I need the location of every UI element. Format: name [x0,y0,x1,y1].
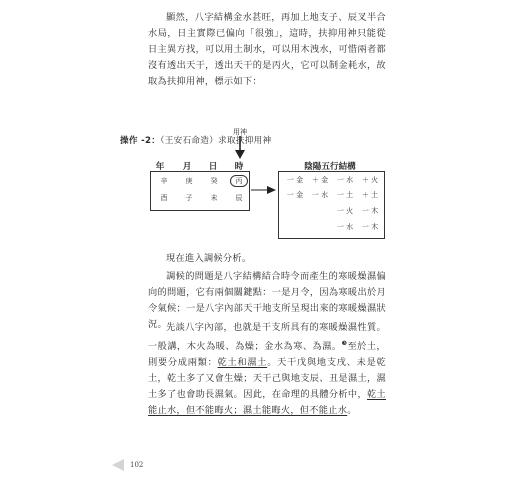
yy-r2-c1: 一 金 [286,191,304,199]
yinyang-title: 陰陽五行結構 [304,162,356,172]
yongshen-arrow [230,136,250,162]
yy-r1-c4: ＋ 火 [361,176,379,184]
yongshen-circle [230,175,248,187]
p4-underlined-2: 乾土能止水，但不能晦火；濕土 [148,389,386,417]
p4-line-2c: 。天干戊與地 [267,357,327,369]
p4-line-4: 也會助長濕氣。因此，在命理的具體分析中， [176,389,367,401]
branch-hour: 辰 [235,194,243,202]
p2-line-1: 現在進入調候分析。 [166,253,252,264]
p4-line-1: 先談八字內部，也就是干支所具有的寒暖燥濕性質。一般講，木火為暖、 [148,322,386,353]
header-day: 日 [208,162,218,172]
intro-line-1: 顯然，八字結構金水甚旺，再加上地支子、辰叉半合水局，日主實際已偏 [148,12,386,39]
yy-r1-c3: 一 水 [336,176,354,184]
p4-underlined-3: 能晦火，但不能止水 [261,405,348,417]
caption-text: （王安石命造）求取扶抑用神 [160,136,272,146]
paragraph-2 [148,251,386,267]
p4-underlined-1: 乾土和濕土 [217,357,268,369]
caption-label: 操作 -2： [120,136,161,146]
footnote-mark: ❸ [341,340,348,347]
header-month: 月 [182,162,192,172]
stem-day: 癸 [210,177,218,185]
branch-year: 酉 [160,194,168,202]
paragraph-4 [148,320,386,419]
yy-r3-c3: 一 火 [336,207,354,215]
yy-r1-c2: ＋ 金 [311,176,329,184]
yongshen-label: 用神 [233,128,247,136]
p4-line-3: 支戌、未是乾土，乾土多了又會生燥；天干己與地支辰、丑是濕土，濕土多了 [148,357,386,401]
stem-year: 辛 [160,177,168,185]
yy-r2-c2: 一 水 [311,191,329,199]
stem-hour [228,176,250,186]
stem-hour-text: 丙 [235,177,243,185]
branch-day: 未 [210,194,218,202]
yy-r4-c3: 一 水 [336,223,354,231]
header-year: 年 [155,162,165,172]
yy-r1-c1: 一 金 [286,176,304,184]
stem-month: 庚 [185,177,193,185]
branch-month: 子 [185,194,193,202]
yy-r4-c4: 一 木 [361,223,379,231]
p4-line-2a: 為燥；金水為寒、為濕。 [235,341,342,353]
p3-line-1: 調候的問題是八字結構結合時令而產生的寒暖燥濕偏向的問題，它有兩個 [148,271,386,298]
page-number: 102 [130,461,144,469]
p3-line-3: 來的寒暖燥濕狀況。 [148,303,386,330]
yy-r3-c4: 一 木 [361,207,379,215]
intro-line-2: 向「很強」，這時，扶抑用神只能從日主異方找，可以用土制水，可以用木洩 [148,28,386,55]
yy-r2-c3: 一 土 [336,191,354,199]
p3-line-2: 關鍵點：一是月令，因為寒暖出於月令氣候；一是八字內部天干地支所呈現出 [148,287,386,314]
conversion-arrow [249,184,279,196]
page-marker-icon [112,459,124,471]
header-hour: 時 [234,162,244,172]
p4-line-2b: 至於土，則要分成兩類： [148,341,386,369]
intro-line-3: 水，可惜兩者都沒有透出天干，透出天干的是丙火，它可以制金耗水，故取為 [148,44,386,87]
p4-line-5-end: 。 [347,405,357,417]
intro-line-4: 扶抑用神，標示如下： [166,76,262,87]
yy-r2-c4: ＋ 土 [361,191,379,199]
